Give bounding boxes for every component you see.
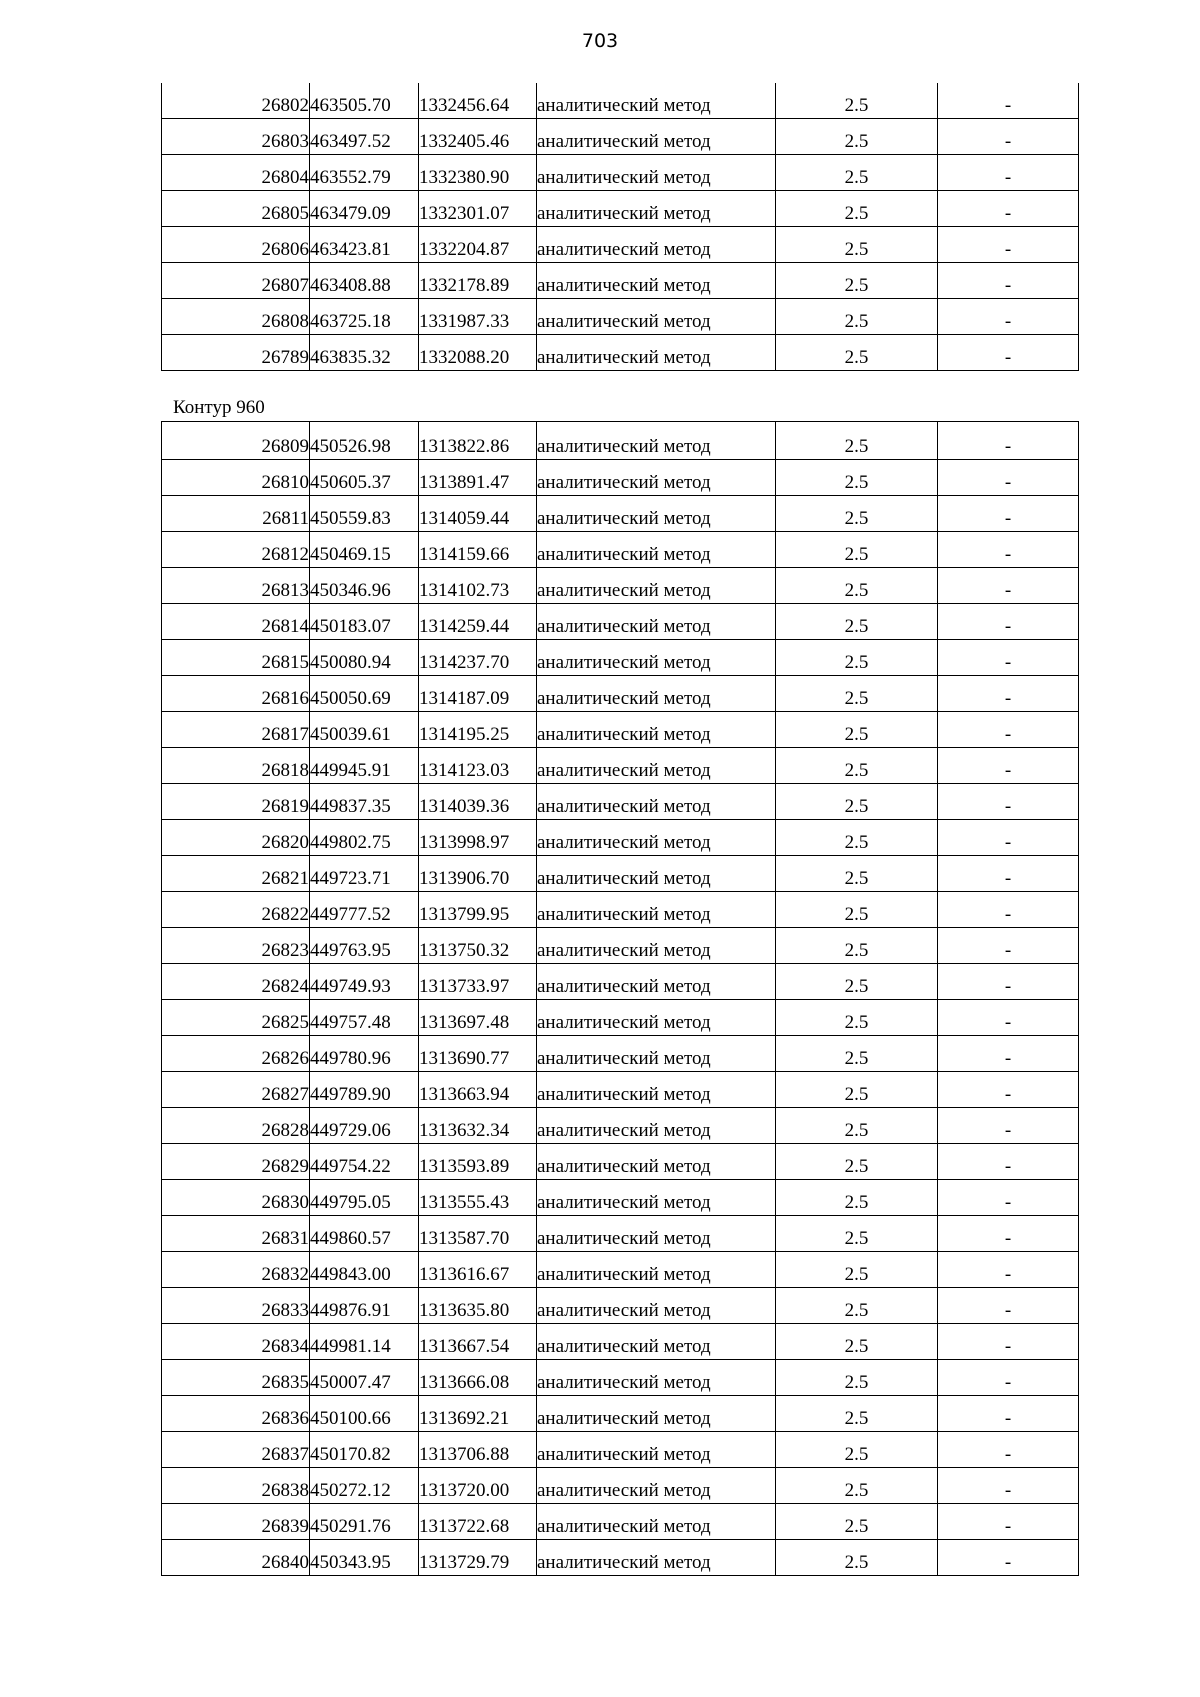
x-coordinate-cell: 449789.90 — [310, 1072, 419, 1108]
table-row — [162, 1144, 1079, 1180]
table-row — [162, 748, 1079, 784]
note-cell: - — [938, 1000, 1079, 1036]
note-cell: - — [938, 604, 1079, 640]
note-cell: - — [938, 856, 1079, 892]
y-coordinate-cell: 1314195.25 — [419, 712, 537, 748]
y-coordinate-cell: 1313635.80 — [419, 1288, 537, 1324]
x-coordinate-cell: 450050.69 — [310, 676, 419, 712]
method-cell: аналитический метод — [537, 154, 776, 190]
note-cell: - — [938, 964, 1079, 1000]
table-row — [162, 298, 1079, 334]
x-coordinate-cell: 449729.06 — [310, 1108, 419, 1144]
y-coordinate-cell: 1313706.88 — [419, 1432, 537, 1468]
point-number-cell: 26813 — [162, 568, 310, 604]
accuracy-cell: 2.5 — [776, 928, 938, 964]
y-coordinate-cell: 1313891.47 — [419, 460, 537, 496]
accuracy-cell: 2.5 — [776, 1324, 938, 1360]
note-cell: - — [938, 568, 1079, 604]
method-cell: аналитический метод — [537, 1180, 776, 1216]
x-coordinate-cell: 449723.71 — [310, 856, 419, 892]
table-row — [162, 1216, 1079, 1252]
point-number-cell: 26815 — [162, 640, 310, 676]
accuracy-cell: 2.5 — [776, 1468, 938, 1504]
accuracy-cell: 2.5 — [776, 784, 938, 820]
x-coordinate-cell: 449981.14 — [310, 1324, 419, 1360]
x-coordinate-cell: 449754.22 — [310, 1144, 419, 1180]
accuracy-cell: 2.5 — [776, 640, 938, 676]
method-cell: аналитический метод — [537, 892, 776, 928]
y-coordinate-cell: 1314187.09 — [419, 676, 537, 712]
y-coordinate-cell: 1313998.97 — [419, 820, 537, 856]
accuracy-cell: 2.5 — [776, 1180, 938, 1216]
accuracy-cell: 2.5 — [776, 1144, 938, 1180]
note-cell: - — [938, 1072, 1079, 1108]
method-cell: аналитический метод — [537, 334, 776, 370]
method-cell: аналитический метод — [537, 928, 776, 964]
point-number-cell: 26825 — [162, 1000, 310, 1036]
table-row — [162, 1540, 1079, 1576]
table-row — [162, 640, 1079, 676]
method-cell: аналитический метод — [537, 118, 776, 154]
method-cell: аналитический метод — [537, 1396, 776, 1432]
note-cell: - — [938, 748, 1079, 784]
point-number-cell: 26818 — [162, 748, 310, 784]
x-coordinate-cell: 450039.61 — [310, 712, 419, 748]
y-coordinate-cell: 1314159.66 — [419, 532, 537, 568]
point-number-cell: 26830 — [162, 1180, 310, 1216]
y-coordinate-cell: 1313822.86 — [419, 422, 537, 460]
point-number-cell: 26823 — [162, 928, 310, 964]
accuracy-cell: 2.5 — [776, 1036, 938, 1072]
x-coordinate-cell: 449837.35 — [310, 784, 419, 820]
y-coordinate-cell: 1313722.68 — [419, 1504, 537, 1540]
table-row — [162, 1036, 1079, 1072]
accuracy-cell: 2.5 — [776, 748, 938, 784]
y-coordinate-cell: 1314123.03 — [419, 748, 537, 784]
x-coordinate-cell: 450605.37 — [310, 460, 419, 496]
method-cell: аналитический метод — [537, 748, 776, 784]
note-cell: - — [938, 496, 1079, 532]
x-coordinate-cell: 449843.00 — [310, 1252, 419, 1288]
method-cell: аналитический метод — [537, 1504, 776, 1540]
point-number-cell: 26833 — [162, 1288, 310, 1324]
accuracy-cell: 2.5 — [776, 1504, 938, 1540]
y-coordinate-cell: 1313733.97 — [419, 964, 537, 1000]
point-number-cell: 26831 — [162, 1216, 310, 1252]
accuracy-cell: 2.5 — [776, 1396, 938, 1432]
y-coordinate-cell: 1313692.21 — [419, 1396, 537, 1432]
method-cell: аналитический метод — [537, 676, 776, 712]
x-coordinate-cell: 450183.07 — [310, 604, 419, 640]
method-cell: аналитический метод — [537, 298, 776, 334]
method-cell: аналитический метод — [537, 964, 776, 1000]
method-cell: аналитический метод — [537, 604, 776, 640]
note-cell: - — [938, 1504, 1079, 1540]
method-cell: аналитический метод — [537, 568, 776, 604]
table-row — [162, 1468, 1079, 1504]
y-coordinate-cell: 1313616.67 — [419, 1252, 537, 1288]
point-number-cell: 26829 — [162, 1144, 310, 1180]
point-number-cell: 26806 — [162, 226, 310, 262]
point-number-cell: 26816 — [162, 676, 310, 712]
x-coordinate-cell: 463835.32 — [310, 334, 419, 370]
method-cell: аналитический метод — [537, 190, 776, 226]
y-coordinate-cell: 1313690.77 — [419, 1036, 537, 1072]
x-coordinate-cell: 449860.57 — [310, 1216, 419, 1252]
accuracy-cell: 2.5 — [776, 83, 938, 118]
note-cell: - — [938, 1216, 1079, 1252]
note-cell: - — [938, 1180, 1079, 1216]
note-cell: - — [938, 1108, 1079, 1144]
x-coordinate-cell: 450170.82 — [310, 1432, 419, 1468]
x-coordinate-cell: 450526.98 — [310, 422, 419, 460]
x-coordinate-cell: 450007.47 — [310, 1360, 419, 1396]
y-coordinate-cell: 1313720.00 — [419, 1468, 537, 1504]
method-cell: аналитический метод — [537, 1540, 776, 1576]
accuracy-cell: 2.5 — [776, 154, 938, 190]
note-cell: - — [938, 1360, 1079, 1396]
table-row — [162, 856, 1079, 892]
x-coordinate-cell: 450100.66 — [310, 1396, 419, 1432]
x-coordinate-cell: 463408.88 — [310, 262, 419, 298]
y-coordinate-cell: 1313799.95 — [419, 892, 537, 928]
accuracy-cell: 2.5 — [776, 856, 938, 892]
y-coordinate-cell: 1313906.70 — [419, 856, 537, 892]
accuracy-cell: 2.5 — [776, 298, 938, 334]
table-row — [162, 604, 1079, 640]
y-coordinate-cell: 1313697.48 — [419, 1000, 537, 1036]
table-row — [162, 892, 1079, 928]
note-cell: - — [938, 532, 1079, 568]
accuracy-cell: 2.5 — [776, 1288, 938, 1324]
accuracy-cell: 2.5 — [776, 190, 938, 226]
note-cell: - — [938, 422, 1079, 460]
accuracy-cell: 2.5 — [776, 820, 938, 856]
note-cell: - — [938, 1288, 1079, 1324]
table-row — [162, 712, 1079, 748]
x-coordinate-cell: 463479.09 — [310, 190, 419, 226]
accuracy-cell: 2.5 — [776, 892, 938, 928]
method-cell: аналитический метод — [537, 1252, 776, 1288]
accuracy-cell: 2.5 — [776, 496, 938, 532]
point-number-cell: 26789 — [162, 334, 310, 370]
table-row — [162, 262, 1079, 298]
x-coordinate-cell: 463423.81 — [310, 226, 419, 262]
point-number-cell: 26821 — [162, 856, 310, 892]
x-coordinate-cell: 450346.96 — [310, 568, 419, 604]
table-row — [162, 568, 1079, 604]
table-row — [162, 1108, 1079, 1144]
x-coordinate-cell: 449876.91 — [310, 1288, 419, 1324]
method-cell: аналитический метод — [537, 1108, 776, 1144]
table-row — [162, 1360, 1079, 1396]
table-row — [162, 226, 1079, 262]
accuracy-cell: 2.5 — [776, 1072, 938, 1108]
x-coordinate-cell: 463505.70 — [310, 83, 419, 118]
note-cell: - — [938, 820, 1079, 856]
note-cell: - — [938, 640, 1079, 676]
note-cell: - — [938, 226, 1079, 262]
method-cell: аналитический метод — [537, 784, 776, 820]
point-number-cell: 26832 — [162, 1252, 310, 1288]
accuracy-cell: 2.5 — [776, 604, 938, 640]
x-coordinate-cell: 449780.96 — [310, 1036, 419, 1072]
point-number-cell: 26835 — [162, 1360, 310, 1396]
y-coordinate-cell: 1313666.08 — [419, 1360, 537, 1396]
method-cell: аналитический метод — [537, 1288, 776, 1324]
y-coordinate-cell: 1313667.54 — [419, 1324, 537, 1360]
contour-label: Контур 960 — [173, 397, 265, 418]
method-cell: аналитический метод — [537, 712, 776, 748]
y-coordinate-cell: 1313593.89 — [419, 1144, 537, 1180]
method-cell: аналитический метод — [537, 1324, 776, 1360]
y-coordinate-cell: 1313729.79 — [419, 1540, 537, 1576]
accuracy-cell: 2.5 — [776, 964, 938, 1000]
method-cell: аналитический метод — [537, 1360, 776, 1396]
y-coordinate-cell: 1314259.44 — [419, 604, 537, 640]
note-cell: - — [938, 298, 1079, 334]
note-cell: - — [938, 190, 1079, 226]
accuracy-cell: 2.5 — [776, 334, 938, 370]
accuracy-cell: 2.5 — [776, 1000, 938, 1036]
point-number-cell: 26810 — [162, 460, 310, 496]
x-coordinate-cell: 450469.15 — [310, 532, 419, 568]
y-coordinate-cell: 1314059.44 — [419, 496, 537, 532]
note-cell: - — [938, 892, 1079, 928]
page-number: 703 — [581, 30, 619, 52]
point-number-cell: 26807 — [162, 262, 310, 298]
table-row — [162, 83, 1079, 118]
method-cell: аналитический метод — [537, 1432, 776, 1468]
accuracy-cell: 2.5 — [776, 1252, 938, 1288]
x-coordinate-cell: 449757.48 — [310, 1000, 419, 1036]
coordinates-table-contour-960 — [161, 421, 1079, 1576]
x-coordinate-cell: 449763.95 — [310, 928, 419, 964]
note-cell: - — [938, 1396, 1079, 1432]
x-coordinate-cell: 450343.95 — [310, 1540, 419, 1576]
point-number-cell: 26809 — [162, 422, 310, 460]
y-coordinate-cell: 1313587.70 — [419, 1216, 537, 1252]
accuracy-cell: 2.5 — [776, 1108, 938, 1144]
accuracy-cell: 2.5 — [776, 568, 938, 604]
note-cell: - — [938, 118, 1079, 154]
y-coordinate-cell: 1314102.73 — [419, 568, 537, 604]
x-coordinate-cell: 463497.52 — [310, 118, 419, 154]
point-number-cell: 26828 — [162, 1108, 310, 1144]
x-coordinate-cell: 449802.75 — [310, 820, 419, 856]
y-coordinate-cell: 1332405.46 — [419, 118, 537, 154]
note-cell: - — [938, 460, 1079, 496]
x-coordinate-cell: 449777.52 — [310, 892, 419, 928]
point-number-cell: 26814 — [162, 604, 310, 640]
x-coordinate-cell: 449945.91 — [310, 748, 419, 784]
point-number-cell: 26827 — [162, 1072, 310, 1108]
y-coordinate-cell: 1313663.94 — [419, 1072, 537, 1108]
table-row — [162, 1000, 1079, 1036]
note-cell: - — [938, 1432, 1079, 1468]
table-row — [162, 820, 1079, 856]
y-coordinate-cell: 1314237.70 — [419, 640, 537, 676]
accuracy-cell: 2.5 — [776, 1216, 938, 1252]
accuracy-cell: 2.5 — [776, 1540, 938, 1576]
point-number-cell: 26811 — [162, 496, 310, 532]
point-number-cell: 26838 — [162, 1468, 310, 1504]
point-number-cell: 26839 — [162, 1504, 310, 1540]
x-coordinate-cell: 450559.83 — [310, 496, 419, 532]
y-coordinate-cell: 1313632.34 — [419, 1108, 537, 1144]
y-coordinate-cell: 1332456.64 — [419, 83, 537, 118]
method-cell: аналитический метод — [537, 856, 776, 892]
method-cell: аналитический метод — [537, 262, 776, 298]
note-cell: - — [938, 712, 1079, 748]
note-cell: - — [938, 1144, 1079, 1180]
point-number-cell: 26812 — [162, 532, 310, 568]
table-row — [162, 118, 1079, 154]
method-cell: аналитический метод — [537, 496, 776, 532]
table-row — [162, 1396, 1079, 1432]
accuracy-cell: 2.5 — [776, 532, 938, 568]
table-row — [162, 532, 1079, 568]
method-cell: аналитический метод — [537, 226, 776, 262]
point-number-cell: 26826 — [162, 1036, 310, 1072]
accuracy-cell: 2.5 — [776, 712, 938, 748]
y-coordinate-cell: 1331987.33 — [419, 298, 537, 334]
note-cell: - — [938, 262, 1079, 298]
x-coordinate-cell: 449749.93 — [310, 964, 419, 1000]
method-cell: аналитический метод — [537, 1144, 776, 1180]
accuracy-cell: 2.5 — [776, 226, 938, 262]
table-row — [162, 1432, 1079, 1468]
table-row — [162, 676, 1079, 712]
method-cell: аналитический метод — [537, 820, 776, 856]
point-number-cell: 26820 — [162, 820, 310, 856]
point-number-cell: 26817 — [162, 712, 310, 748]
x-coordinate-cell: 450291.76 — [310, 1504, 419, 1540]
note-cell: - — [938, 154, 1079, 190]
table-row — [162, 1504, 1079, 1540]
point-number-cell: 26805 — [162, 190, 310, 226]
table-row — [162, 784, 1079, 820]
note-cell: - — [938, 784, 1079, 820]
method-cell: аналитический метод — [537, 83, 776, 118]
note-cell: - — [938, 928, 1079, 964]
accuracy-cell: 2.5 — [776, 1432, 938, 1468]
x-coordinate-cell: 463725.18 — [310, 298, 419, 334]
point-number-cell: 26834 — [162, 1324, 310, 1360]
note-cell: - — [938, 1540, 1079, 1576]
x-coordinate-cell: 450272.12 — [310, 1468, 419, 1504]
table-row — [162, 1072, 1079, 1108]
point-number-cell: 26819 — [162, 784, 310, 820]
note-cell: - — [938, 83, 1079, 118]
note-cell: - — [938, 676, 1079, 712]
table-row — [162, 190, 1079, 226]
table-row — [162, 928, 1079, 964]
table-row — [162, 460, 1079, 496]
note-cell: - — [938, 334, 1079, 370]
note-cell: - — [938, 1252, 1079, 1288]
point-number-cell: 26836 — [162, 1396, 310, 1432]
point-number-cell: 26840 — [162, 1540, 310, 1576]
x-coordinate-cell: 463552.79 — [310, 154, 419, 190]
y-coordinate-cell: 1332088.20 — [419, 334, 537, 370]
method-cell: аналитический метод — [537, 460, 776, 496]
method-cell: аналитический метод — [537, 532, 776, 568]
point-number-cell: 26808 — [162, 298, 310, 334]
method-cell: аналитический метод — [537, 1216, 776, 1252]
point-number-cell: 26803 — [162, 118, 310, 154]
accuracy-cell: 2.5 — [776, 262, 938, 298]
y-coordinate-cell: 1313555.43 — [419, 1180, 537, 1216]
x-coordinate-cell: 450080.94 — [310, 640, 419, 676]
y-coordinate-cell: 1313750.32 — [419, 928, 537, 964]
point-number-cell: 26804 — [162, 154, 310, 190]
point-number-cell: 26802 — [162, 83, 310, 118]
table-row — [162, 1180, 1079, 1216]
point-number-cell: 26837 — [162, 1432, 310, 1468]
point-number-cell: 26824 — [162, 964, 310, 1000]
method-cell: аналитический метод — [537, 1468, 776, 1504]
y-coordinate-cell: 1332178.89 — [419, 262, 537, 298]
y-coordinate-cell: 1332204.87 — [419, 226, 537, 262]
table-row — [162, 1252, 1079, 1288]
y-coordinate-cell: 1332380.90 — [419, 154, 537, 190]
note-cell: - — [938, 1324, 1079, 1360]
y-coordinate-cell: 1332301.07 — [419, 190, 537, 226]
note-cell: - — [938, 1468, 1079, 1504]
accuracy-cell: 2.5 — [776, 1360, 938, 1396]
method-cell: аналитический метод — [537, 1036, 776, 1072]
accuracy-cell: 2.5 — [776, 422, 938, 460]
point-number-cell: 26822 — [162, 892, 310, 928]
y-coordinate-cell: 1314039.36 — [419, 784, 537, 820]
x-coordinate-cell: 449795.05 — [310, 1180, 419, 1216]
coordinates-table-continued — [161, 83, 1079, 371]
table-row — [162, 154, 1079, 190]
method-cell: аналитический метод — [537, 1072, 776, 1108]
accuracy-cell: 2.5 — [776, 460, 938, 496]
table-row — [162, 496, 1079, 532]
accuracy-cell: 2.5 — [776, 118, 938, 154]
table-row — [162, 422, 1079, 460]
method-cell: аналитический метод — [537, 1000, 776, 1036]
note-cell: - — [938, 1036, 1079, 1072]
method-cell: аналитический метод — [537, 422, 776, 460]
table-row — [162, 334, 1079, 370]
table-row — [162, 1324, 1079, 1360]
table-row — [162, 964, 1079, 1000]
accuracy-cell: 2.5 — [776, 676, 938, 712]
method-cell: аналитический метод — [537, 640, 776, 676]
table-row — [162, 1288, 1079, 1324]
